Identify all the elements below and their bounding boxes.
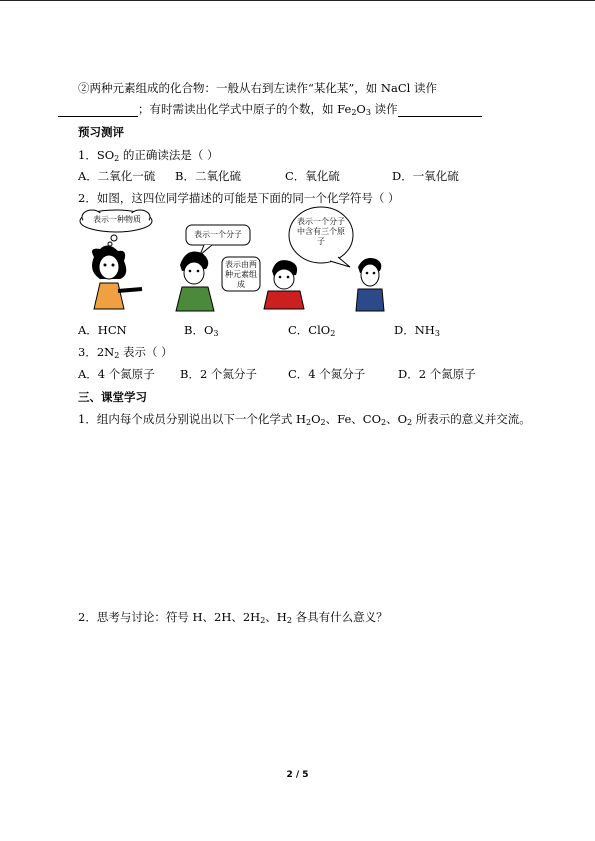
subscript: 2 <box>330 329 336 338</box>
q1-stem-end: 的正确读法是（ ） <box>119 148 219 162</box>
subscript: 3 <box>434 329 440 338</box>
subscript: 2 <box>286 616 292 625</box>
bubble-text-1: 表示一种物质 <box>93 215 141 224</box>
top-border <box>0 0 595 1</box>
c1-text-c: 、Fe、CO <box>325 412 382 426</box>
q1-stem: 1．SO <box>78 148 115 162</box>
q2-option-b-text: B．O <box>184 323 214 337</box>
c1-text-b: O <box>311 412 321 426</box>
intro-line-1 <box>78 80 437 96</box>
c2-text-b: 、H <box>265 610 287 624</box>
subscript: 2 <box>260 616 266 625</box>
c1-text-d: 、O <box>386 412 408 426</box>
intro-text-3: O <box>356 102 366 116</box>
answer-blank-2[interactable] <box>398 104 482 117</box>
q2-option-b[interactable] <box>184 322 218 338</box>
q3-options <box>0 366 595 382</box>
classroom-question-2 <box>78 609 388 625</box>
bubble-text-4: 表示一个分子中含有三个原子 <box>297 217 345 246</box>
q1-option-c[interactable]: C．氧化硫 <box>285 169 340 183</box>
q2-option-c[interactable] <box>288 322 335 338</box>
subscript: 3 <box>365 108 371 117</box>
bubble-text-2: 表示一个分子 <box>194 230 242 239</box>
subscript: 2 <box>114 351 120 360</box>
q2-option-d-text: D．NH <box>394 323 435 337</box>
subscript: 2 <box>306 418 312 427</box>
q3-stem-end: 表示（ ） <box>119 345 173 359</box>
question-3 <box>78 344 173 360</box>
q2-option-a[interactable]: A．HCN <box>78 323 127 337</box>
page-number: 2 / 5 <box>286 770 309 780</box>
q1-option-b[interactable]: B．二氧化硫 <box>175 169 241 183</box>
intro-text-1: ②两种元素组成的化合物：一般从右到左读作“某化某”，如 NaCl 读作 <box>78 81 437 95</box>
intro-line-2 <box>58 101 482 117</box>
question-1 <box>78 147 219 163</box>
intro-text-4: 读作 <box>370 102 398 116</box>
c2-text-c: 各具有什么意义？ <box>291 610 388 624</box>
q1-option-a[interactable]: A．二氧化一硫 <box>78 169 156 183</box>
q3-option-a[interactable]: A．4 个氮原子 <box>78 367 155 381</box>
bubble-text-3: 表示由两种元素组成 <box>225 260 257 289</box>
question-2: 2．如图，这四位同学描述的可能是下面的同一个化学符号（ ） <box>78 191 400 205</box>
q1-option-d[interactable]: D．一氧化硫 <box>392 169 459 183</box>
classroom-question-1 <box>78 411 531 427</box>
q2-option-d[interactable] <box>394 322 440 338</box>
intro-text-2: ；有时需读出化学式中原子的个数，如 Fe <box>138 102 352 116</box>
q3-stem: 3．2N <box>78 345 115 359</box>
q3-option-d[interactable]: D．2 个氮原子 <box>398 367 476 381</box>
section-title-classroom: 三、课堂学习 <box>78 390 147 404</box>
section-title-preview: 预习测评 <box>78 125 124 139</box>
q2-options <box>0 322 595 338</box>
c1-text-e: 所表示的意义并交流。 <box>412 412 531 426</box>
subscript: 2 <box>114 154 120 163</box>
q2-option-c-text: C．ClO <box>288 323 331 337</box>
subscript: 2 <box>351 108 357 117</box>
c1-text-a: 1．组内每个成员分别说出以下一个化学式 H <box>78 412 306 426</box>
students-illustration <box>78 205 468 313</box>
subscript: 3 <box>213 329 219 338</box>
subscript: 2 <box>320 418 326 427</box>
q3-option-b[interactable]: B．2 个氮分子 <box>180 367 257 381</box>
answer-blank-1[interactable] <box>58 104 138 117</box>
subscript: 2 <box>381 418 387 427</box>
q3-option-c[interactable]: C．4 个氮分子 <box>288 367 366 381</box>
subscript: 2 <box>407 418 413 427</box>
c2-text-a: 2．思考与讨论：符号 H、2H、2H <box>78 610 261 624</box>
q1-options <box>0 168 595 184</box>
